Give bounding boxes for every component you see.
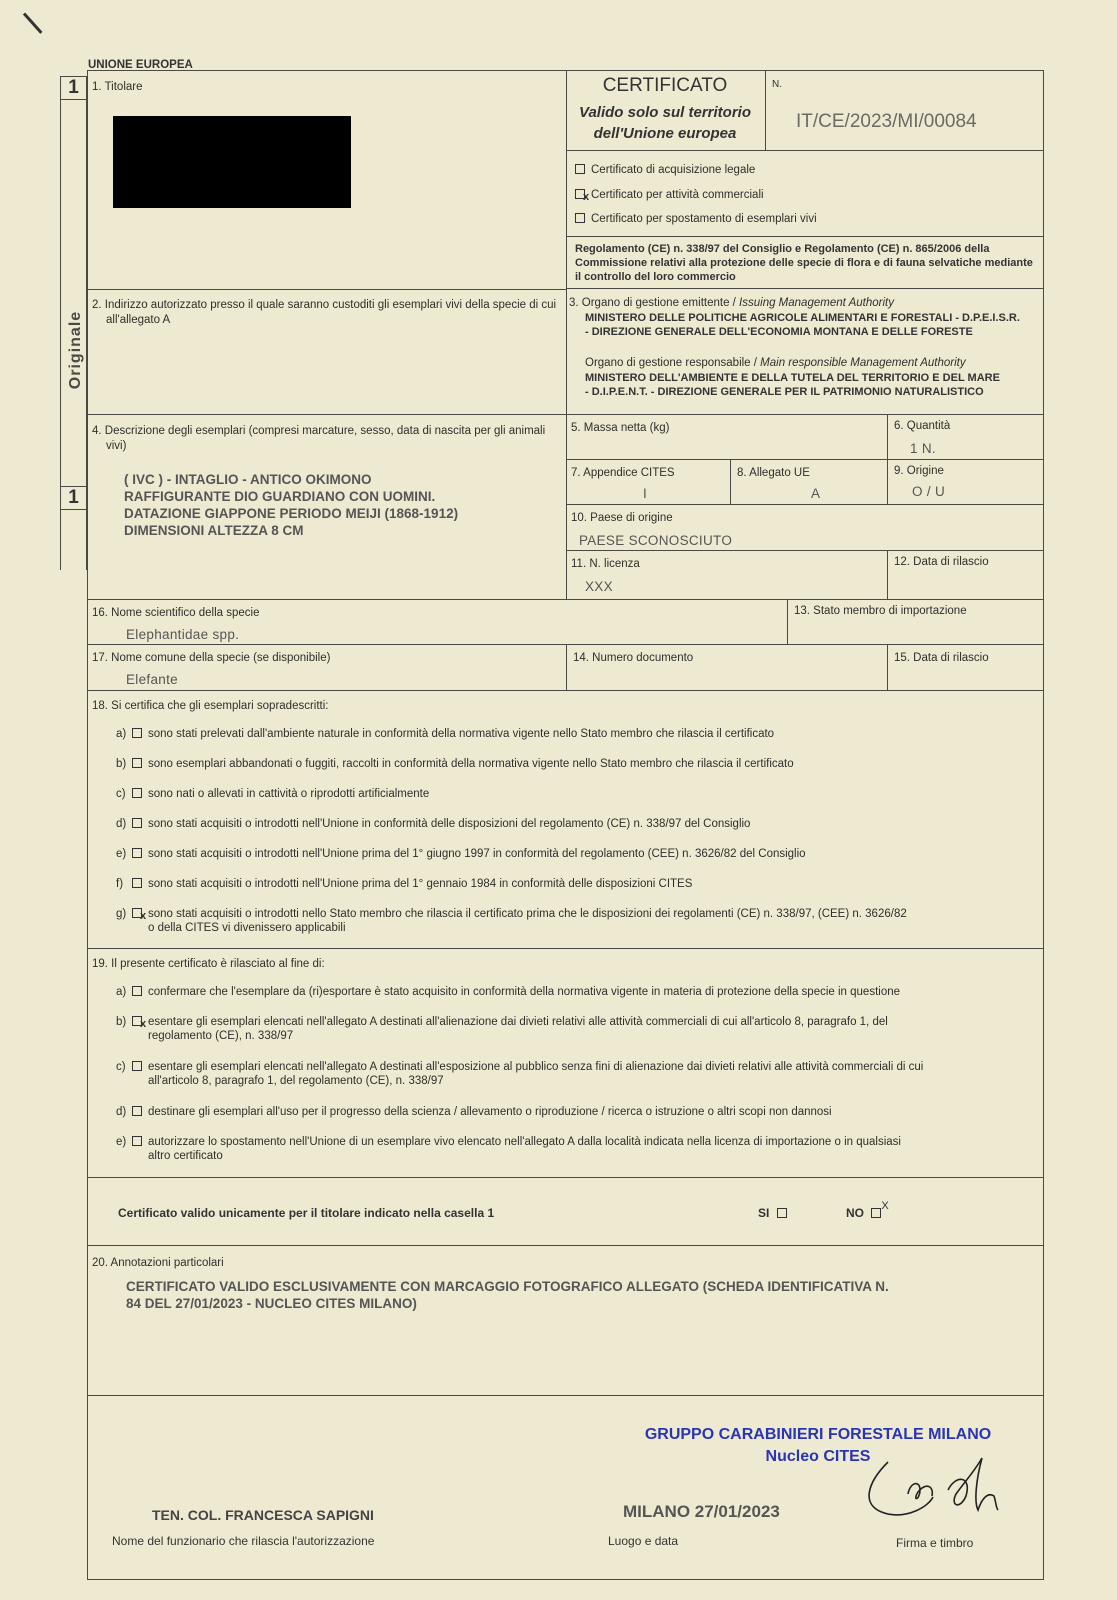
field-common-name: 17. Nome comune della specie (se disponibile) Elefante [88,644,567,690]
regulation-text: Regolamento (CE) n. 338/97 del Consiglio e Regolamento (CE) n. 865/2006 della Commissione relativi alla protezione delle specie di flora e di fauna selvatiche mediante il controllo del loro commercio [575,243,1033,283]
box19-item-e[interactable] [116,1135,901,1163]
address-label: 2. Indirizzo autorizzato presso il quale saranno custoditi gli esemplari vivi della specie di cui all'allegato A [92,299,557,326]
field-document-no: 14. Numero documento [567,644,888,690]
form-grid [87,70,1044,1580]
checkbox-live-movement[interactable] [575,213,585,223]
item-checkbox[interactable] [132,986,142,996]
item-letter: a) [116,986,127,998]
box-management-authority [567,289,1043,414]
field-cites-appendix: 7. Appendice CITES I [567,459,731,504]
stamp-line-1: GRUPPO CARABINIERI FORESTALE MILANO [644,1426,992,1443]
item-letter: c) [116,1061,126,1073]
certificate-types [567,151,1043,237]
holder-only-row [88,1177,1043,1245]
type-acquisition[interactable]: Certificato di acquisizione legale [575,163,755,178]
item-checkbox[interactable] [132,1136,142,1146]
box18-item-c[interactable] [116,787,429,801]
signature-block [88,1395,1043,1580]
item-letter: a) [116,728,127,740]
item-letter: f) [116,878,124,890]
box18-item-b[interactable] [116,757,794,771]
box19-item-a[interactable] [116,985,900,999]
item-text: esentare gli esemplari elencati nell'allegato A destinati all'esposizione al pubblico senza fini di alienazione dai divieti relativi alle attività commerciali di cui all'articolo 8, paragrafo 1, del regolamento (CE), n. 338/97 [148,1061,924,1087]
official-caption: Nome del funzionario che rilascia l'autorizzazione [112,1534,375,1548]
box19-item-c[interactable] [116,1060,923,1088]
box19-item-b[interactable] [116,1015,888,1043]
certificate-title: CERTIFICATO [602,75,728,96]
field-import-member-state: 13. Stato membro di importazione [788,599,1043,644]
box18-item-a[interactable] [116,727,774,741]
item-checkbox[interactable] [132,1106,142,1116]
field-country-origin: 10. Paese di origine PAESE SCONOSCIUTO [567,504,1043,550]
item-text: sono stati acquisiti o introdotti nell'Unione prima del 1° giugno 1997 in conformità del regolamento (CEE) n. 3626/82 del Consiglio [148,848,806,860]
item-text: sono nati o allevati in cattività o riprodotti artificialmente [148,788,430,800]
certificate-form [60,70,1044,1580]
option-yes[interactable]: SI [758,1206,793,1220]
union-label: UNIONE EUROPEA [88,59,193,71]
item-text: sono stati acquisiti o introdotti nello Stato membro che rilascia il certificato prima che le disposizioni dei regolamenti (CE) n. 338/97, (CEE) n. 3626/82 o della CITES vi divenissero applicabili [148,908,907,934]
item-letter: d) [116,1106,127,1118]
item-text: sono stati prelevati dall'ambiente naturale in conformità della normativa vigente nello Stato membro che rilascia il certificato [148,728,775,740]
field-issue-date-12: 12. Data di rilascio [888,550,1043,599]
item-checkbox[interactable] [132,1061,142,1071]
item-checkbox[interactable] [132,758,142,768]
field-license-no: 11. N. licenza XXX [567,550,888,599]
field-issue-date-15: 15. Data di rilascio [888,644,1043,690]
item-checkbox[interactable] [132,1016,147,1030]
certificate-number: IT/CE/2023/MI/00084 [796,111,977,132]
pen-mark [23,12,43,33]
box-authorized-address [88,289,567,414]
box18-item-f[interactable] [116,877,692,891]
annotations-text: CERTIFICATO VALIDO ESCLUSIVAMENTE CON MARCAGGIO FOTOGRAFICO ALLEGATO (SCHEDA IDENTIFICATIVA N. 84 DEL 27/01/2023 - NUCLEO CITES MILANO) [126,1279,889,1311]
box-certification: 18. Si certifica che gli esemplari sopradescritti: a) sono stati prelevati dall'ambiente naturale in conformità della normativa vigente nello Stato membro che rilascia il certificato b) sono esemplari abbandonati o fuggiti, raccolti in conformità della normativa vigente nello Stato membro che rilascia il certificato c) sono nati o allevati in cattività o riprodotti artificialmente d) sono stati acquisiti o introdotti nell'Unione in conformità delle disposizioni del regolamento (CE) n. 338/97 del Consiglio e) sono stati acquisiti o introdotti nell'Unione prima del 1° giugno 1997 in conformità del regolamento (CEE) n. 3626/82 del Consiglio f) sono stati acquisiti o introdotti nell'Unione prima del 1° gennaio 1984 in conformità delle disposizioni CITES g) x sono stati acquisiti o introdotti nello Stato membro che rilascia il certificato prima che le disposizioni dei regolamenti (CE) n. 338/97, (CEE) n. 3626/82 o della CITES vi divenissero applicabili [88,690,1043,948]
issuing-authority: MINISTERO DELLE POLITICHE AGRICOLE ALIMENTARI E FORESTALI - D.P.E.I.S.R. - DIREZIONE GENERALE DELL'ECONOMIA MONTANA E DELLE FORESTE [585,312,1020,338]
responsible-authority: MINISTERO DELL'AMBIENTE E DELLA TUTELA DEL TERRITORIO E DEL MARE - D.I.P.E.N.T. - DIREZIONE GENERALE PER IL PATRIMONIO NATURALISTICO [585,372,1000,398]
validity-line-2: dell'Unione europea [593,125,737,142]
check-mark-x: x [583,191,590,203]
description-label: 4. Descrizione degli esemplari (compresi marcature, sesso, data di nascita per gli animali vivi) [92,425,546,452]
checkbox-yes[interactable] [777,1208,787,1218]
item-checkbox[interactable] [132,728,142,738]
item-text: autorizzare lo spostamento nell'Unione di un esemplare vivo elencato nell'allegato A dalla località indicata nella licenza di importazione o in qualsiasi altro certificato [148,1136,901,1162]
item-letter: c) [116,788,126,800]
item-text: confermare che l'esemplare da (ri)esportare è stato acquisito in conformità della normativa vigente in materia di protezione della specie in questione [148,986,901,998]
number-label: N. [772,79,782,90]
check-mark-x: x [140,910,147,922]
item-text: sono stati acquisiti o introdotti nell'Unione in conformità delle disposizioni del regolamento (CE) n. 338/97 del Consiglio [148,818,751,830]
place-date-caption: Luogo e data [608,1534,679,1548]
type-commercial[interactable]: x Certificato per attività commerciali [575,188,764,203]
box-purpose: 19. Il presente certificato è rilasciato al fine di: a) confermare che l'esemplare da (ri)esportare è stato acquisito in conformità della normativa vigente in materia di protezione della specie in questione b) x esentare gli esemplari elencati nell'allegato A destinati all'alienazione dai divieti relativi alle attività commerciali di cui all'articolo 8, paragrafo 1, del regolamento (CE), n. 338/97 c) esentare gli esemplari elencati nell'allegato A destinati all'esposizione al pubblico senza fini di alienazione dai divieti relativi alle attività commerciali di cui all'articolo 8, paragrafo 1, del regolamento (CE), n. 338/97 d) destinare gli esemplari all'uso per il progresso della scienza / allevamento o riproduzione / ricerca o istruzione o altri scopi non dannosi e) autorizzare lo spostamento nell'Unione di un esemplare vivo elencato nell'allegato A dalla località indicata nella licenza di importazione o in qualsiasi altro certificato [88,948,1043,1177]
holder-only-label: Certificato valido unicamente per il titolare indicato nella casella 1 [118,1206,495,1220]
official-name: TEN. COL. FRANCESCA SAPIGNI [152,1507,374,1523]
box-annotations: 20. Annotazioni particolari CERTIFICATO VALIDO ESCLUSIVAMENTE CON MARCAGGIO FOTOGRAFICO ALLEGATO (SCHEDA IDENTIFICATIVA N. 84 DEL 27/01/2023 - NUCLEO CITES MILANO) [88,1245,1043,1395]
checkbox-acquisition[interactable] [575,164,585,174]
item-text: sono stati acquisiti o introdotti nell'Unione prima del 1° gennaio 1984 in conformità delle disposizioni CITES [148,878,693,890]
description-text: ( IVC ) - INTAGLIO - ANTICO OKIMONO RAFFIGURANTE DIO GUARDIANO CON UOMINI. DATAZIONE GIAPPONE PERIODO MEIJI (1868-1912) DIMENSIONI ALTEZZA 8 CM [124,472,459,538]
item-checkbox[interactable] [132,848,142,858]
handwritten-signature [848,1452,1048,1522]
item-letter: g) [116,908,127,920]
stamp-line-2: Nucleo CITES [765,1448,871,1465]
box18-item-g[interactable] [116,907,907,935]
copy-type-label: Originale [67,310,84,390]
checkbox-commercial[interactable] [575,189,590,203]
type-live-movement[interactable]: Certificato per spostamento di esemplari vivi [575,212,817,227]
place-date: MILANO 27/01/2023 [623,1502,780,1521]
item-letter: d) [116,818,127,830]
box-holder [88,71,567,289]
item-checkbox[interactable] [132,908,147,922]
signature-caption: Firma e timbro [896,1536,974,1550]
item-checkbox[interactable] [132,818,142,828]
item-text: esentare gli esemplari elencati nell'allegato A destinati all'alienazione dai divieti relativi alle attività commerciali di cui all'articolo 8, paragrafo 1, del regolamento (CE), n. 338/97 [148,1016,888,1042]
item-checkbox[interactable] [132,878,142,888]
item-letter: b) [116,758,127,770]
copy-number: 1 [60,76,87,100]
item-letter: e) [116,848,127,860]
option-no[interactable]: NO X [846,1200,889,1220]
item-text: destinare gli esemplari all'uso per il progresso della scienza / allevamento o riproduzione / ricerca o istruzione o altri scopi non dannosi [148,1106,832,1118]
field-scientific-name: 16. Nome scientifico della specie Elephantidae spp. [88,599,788,644]
issuing-authority-label: 3. Organo di gestione emittente / Issuing Management Authority [569,297,894,309]
field-net-mass: 5. Massa netta (kg) [567,414,888,459]
box19-item-d[interactable] [116,1105,832,1119]
item-letter: e) [116,1136,127,1148]
copy-column [60,70,87,1580]
item-text: sono esemplari abbandonati o fuggiti, raccolti in conformità della normativa vigente nello Stato membro che rilascia il certificato [148,758,794,770]
redacted-holder [113,116,351,208]
certificate-number-box [766,71,1043,151]
box-description [88,414,567,599]
check-mark-x: x [140,1018,147,1030]
item-letter: b) [116,1016,127,1028]
regulation-box [567,237,1043,289]
field-quantity: 6. Quantità 1 N. [888,414,1043,459]
item-checkbox[interactable] [132,788,142,798]
field-eu-annex: 8. Allegato UE A [731,459,888,504]
item-count-marker: 1 [60,486,87,510]
check-mark-x: X [881,1200,889,1212]
box18-item-e[interactable] [116,847,806,861]
field-origin: 9. Origine O / U [888,459,1043,504]
box18-item-d[interactable] [116,817,750,831]
validity-line-1: Valido solo sul territorio [579,104,751,121]
checkbox-no[interactable] [871,1200,889,1218]
responsible-authority-label: Organo di gestione responsabile / Main responsible Management Authority [585,357,966,369]
certificate-title-box [567,71,766,151]
holder-label: 1. Titolare [92,81,143,93]
